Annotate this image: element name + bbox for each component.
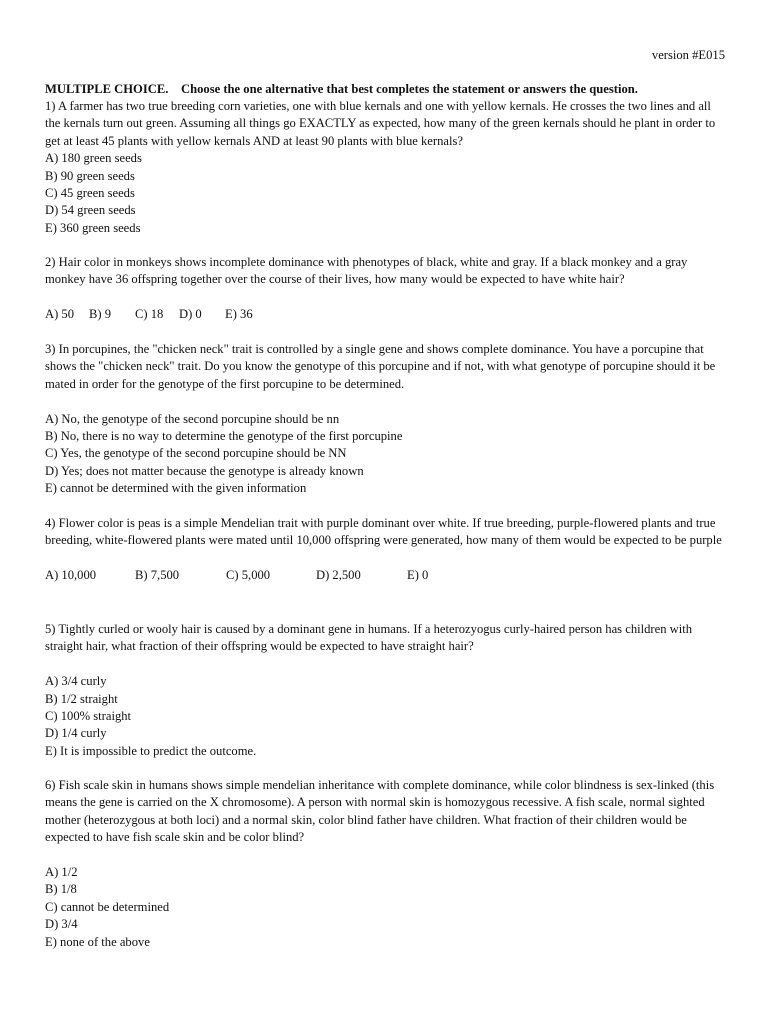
answer-option-b[interactable]: B) 1/8 — [45, 882, 77, 897]
question-text: Tightly curled or wooly hair is caused by a dominant gene in humans. If a heterozyogus curly-haired person has children with straight hair, what fraction of their offspring would be expected to have straight hair? — [45, 622, 693, 654]
answer-option-b[interactable]: B) No, there is no way to determine the genotype of the first porcupine — [45, 429, 403, 444]
question-text: Hair color in monkeys shows incomplete dominance with phenotypes of black, white and gray. If a black monkey and a gray monkey have 36 offspring together over the course of their lives, how many would be expected to have white hair? — [45, 255, 688, 287]
answer-option-d[interactable]: D) Yes; does not matter because the genotype is already known — [45, 463, 364, 478]
question-stem — [45, 254, 725, 289]
question-number: 2) — [45, 255, 56, 269]
answer-option-e[interactable]: E) 360 green seeds — [45, 220, 141, 235]
answer-option-a[interactable]: A) No, the genotype of the second porcupine should be nn — [45, 411, 340, 426]
question-1 — [45, 98, 725, 237]
section-instruction: Choose the one alternative that best completes the statement or answers the question. — [181, 82, 638, 96]
answer-option-a[interactable]: A) 1/2 — [45, 865, 78, 880]
answer-option-d[interactable]: D) 3/4 — [45, 917, 78, 932]
answer-option-a[interactable]: A) 3/4 curly — [45, 674, 107, 689]
answer-option-e[interactable]: E) none of the above — [45, 934, 150, 949]
answer-option-d[interactable]: D) 2,500 — [316, 568, 361, 583]
question-stem — [45, 341, 725, 393]
answer-option-c[interactable]: C) 45 green seeds — [45, 186, 135, 201]
question-number: 4) — [45, 516, 56, 530]
question-number: 1) — [45, 99, 56, 113]
question-stem — [45, 515, 725, 550]
answer-option-e[interactable]: E) 36 — [225, 307, 253, 322]
answer-option-c[interactable]: C) cannot be determined — [45, 899, 170, 914]
question-stem — [45, 777, 725, 847]
answer-option-d[interactable]: D) 1/4 curly — [45, 726, 107, 741]
answer-option-e[interactable]: E) It is impossible to predict the outcome. — [45, 743, 257, 758]
question-2 — [45, 254, 725, 324]
answer-option-b[interactable]: B) 1/2 straight — [45, 691, 118, 706]
question-text: Flower color is peas is a simple Mendelian trait with purple dominant over white. If true breeding, purple-flowered plants and true breeding, white-flowered plants were mated until 10,000 offspring were generated, how many of them would be expected to be purple — [45, 516, 722, 548]
answer-options-row — [45, 306, 725, 323]
answer-option-a[interactable]: A) 180 green seeds — [45, 151, 142, 166]
question-stem — [45, 621, 725, 656]
answer-option-d[interactable]: D) 54 green seeds — [45, 203, 136, 218]
answer-options-row — [45, 567, 725, 584]
question-number: 3) — [45, 342, 56, 356]
answer-option-d[interactable]: D) 0 — [179, 307, 202, 322]
answer-option-c[interactable]: C) Yes, the genotype of the second porcupine should be NN — [45, 446, 347, 461]
answer-option-e[interactable]: E) 0 — [407, 568, 429, 583]
answer-option-c[interactable]: C) 18 — [135, 307, 164, 322]
answer-option-c[interactable]: C) 100% straight — [45, 709, 132, 724]
version-label: version #E015 — [651, 48, 725, 62]
section-header — [45, 81, 725, 98]
question-5 — [45, 621, 725, 760]
question-6 — [45, 777, 725, 951]
answer-option-c[interactable]: C) 5,000 — [226, 568, 271, 583]
question-text: In porcupines, the "chicken neck" trait is controlled by a single gene and shows complete dominance. You have a porcupine that shows the "chicken neck" trait. Do you know the genotype of this porcupine and if not, with what genotype of porcupine should it be mated in order for the genotype of the first porcupine to be determined. — [45, 342, 716, 391]
answer-option-a[interactable]: A) 10,000 — [45, 568, 97, 583]
question-3 — [45, 341, 725, 498]
question-number: 5) — [45, 622, 56, 636]
answer-option-b[interactable]: B) 90 green seeds — [45, 168, 135, 183]
question-text: A farmer has two true breeding corn varieties, one with blue kernals and one with yellow kernals. He crosses the two lines and all the kernals turn out green. Assuming all things go EXACTLY as expected, how many of the green kernals should he plant in order to get at least 45 plants with yellow kernals AND at least 90 plants with blue kernals? — [45, 99, 716, 148]
question-text: Fish scale skin in humans shows simple mendelian inheritance with complete dominance, while color blindness is sex-linked (this means the gene is carried on the X chromosome). A person with normal skin is homozygous recessive. A fish scale, normal sighted mother (heterozygous at both loci) and a normal skin, color blind father have children. What fraction of their children would be expected to have fish scale skin and be color blind? — [45, 778, 715, 845]
question-stem — [45, 98, 725, 150]
answer-option-b[interactable]: B) 7,500 — [135, 568, 180, 583]
answer-option-e[interactable]: E) cannot be determined with the given information — [45, 481, 307, 496]
section-title: MULTIPLE CHOICE. — [45, 82, 169, 96]
question-number: 6) — [45, 778, 56, 792]
answer-option-a[interactable]: A) 50 — [45, 307, 75, 322]
answer-option-b[interactable]: B) 9 — [89, 307, 112, 322]
question-4 — [45, 515, 725, 585]
